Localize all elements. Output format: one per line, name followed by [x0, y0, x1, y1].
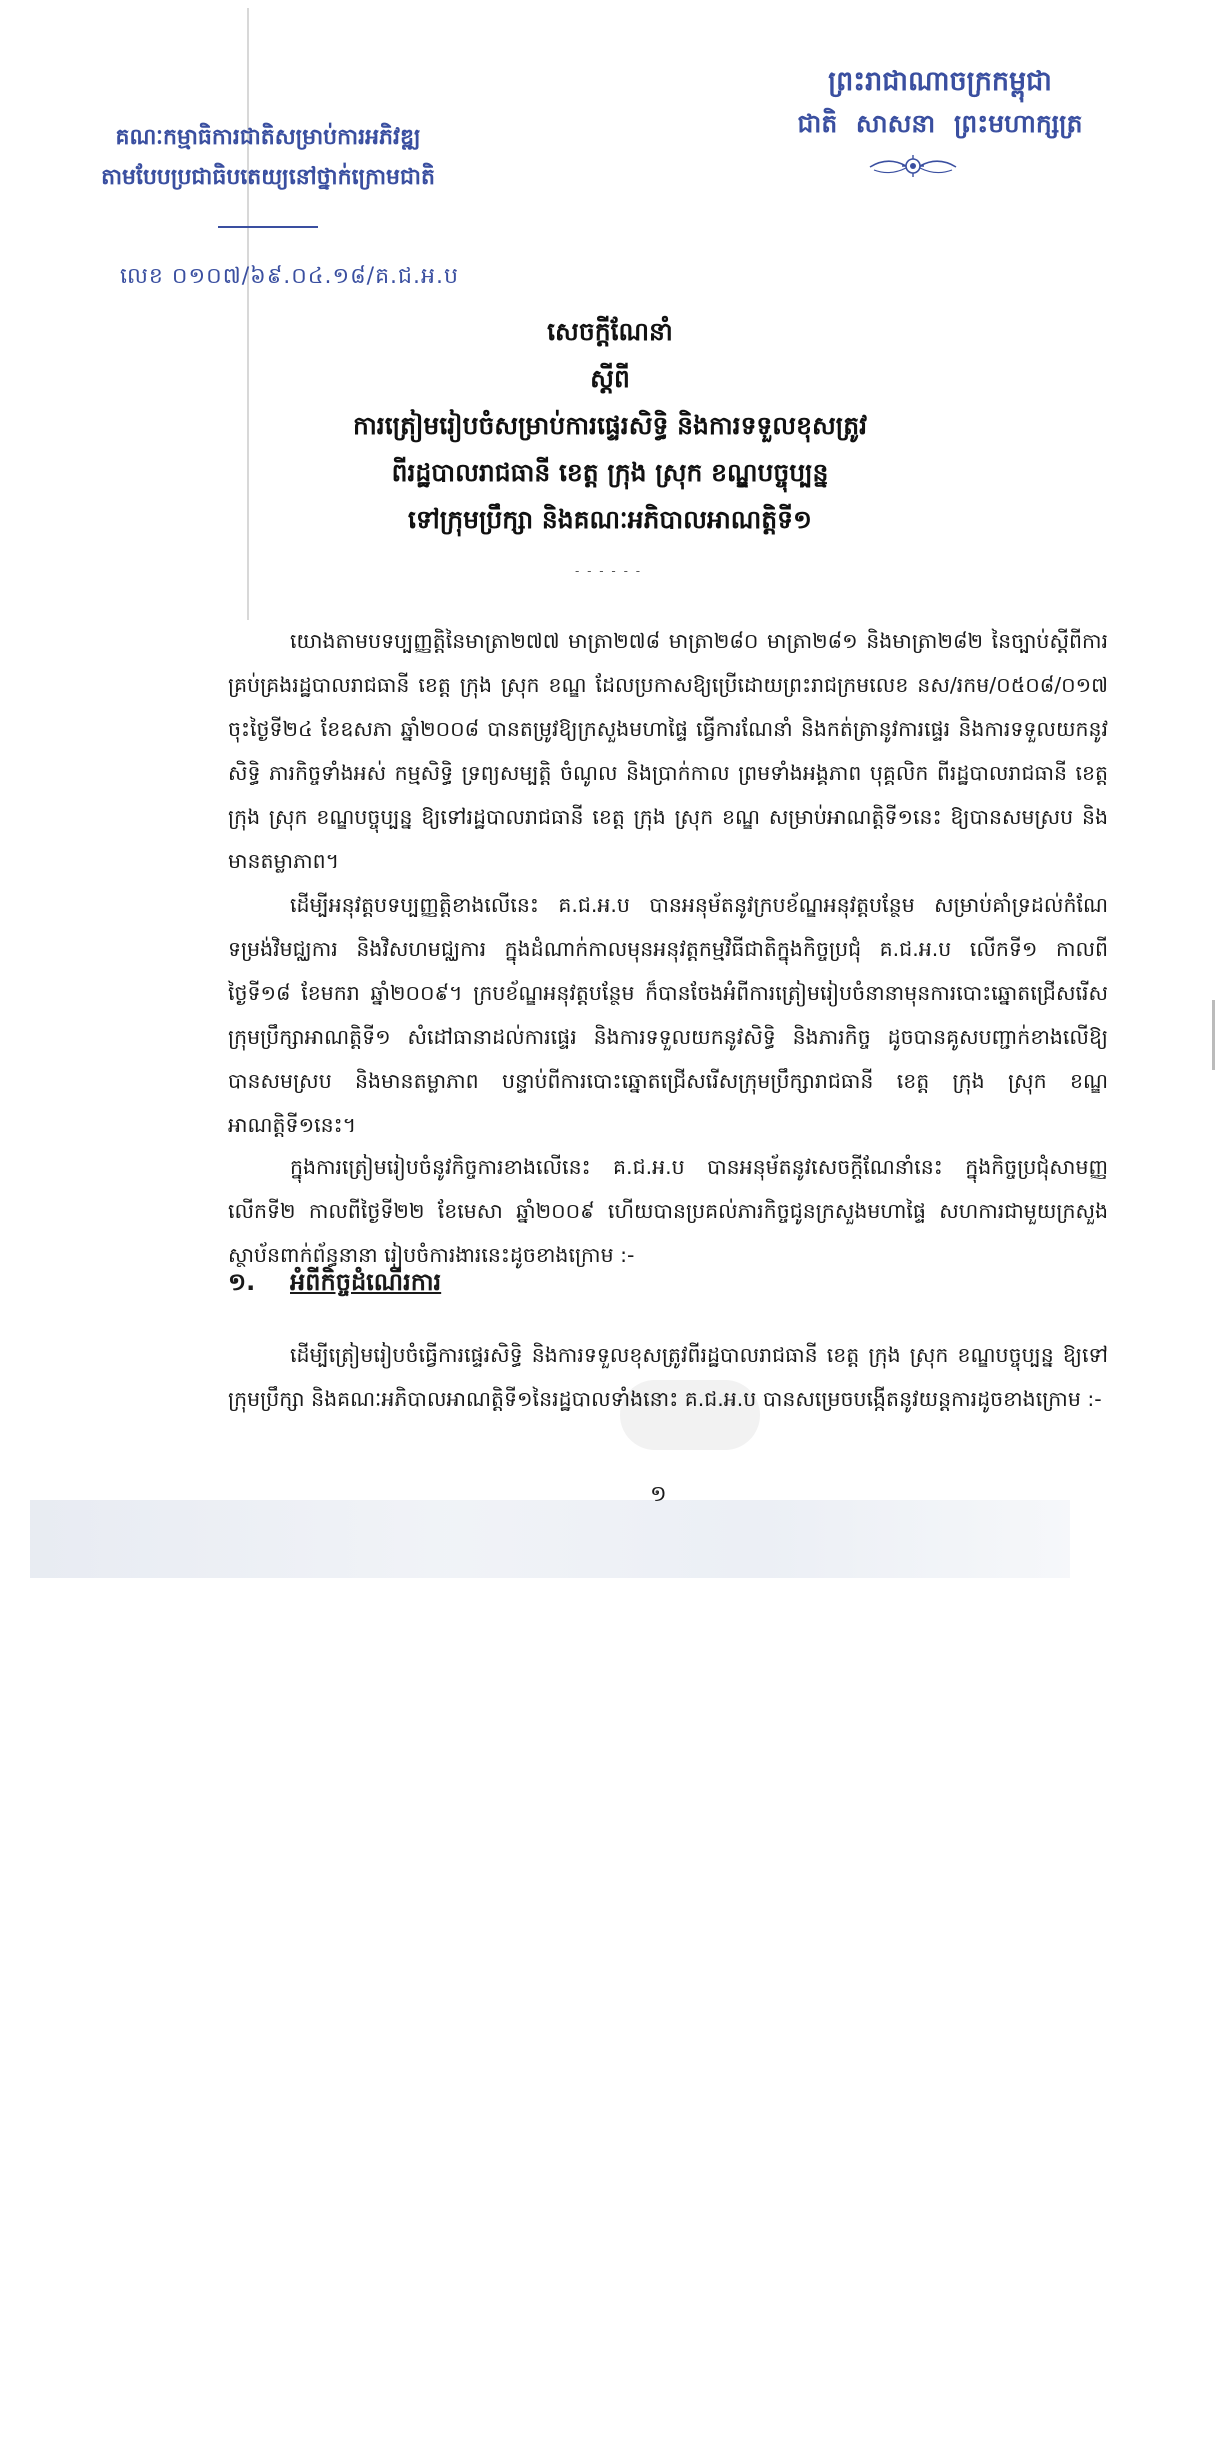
agency-header [88, 118, 448, 198]
agency-name-line2: តាមបែបប្រជាធិបតេយ្យនៅថ្នាក់ក្រោមជាតិ [101, 165, 435, 190]
paragraph-2: ដើម្បីអនុវត្តបទប្បញ្ញត្តិខាងលើនេះ គ.ជ.អ.ប បានអនុម័តនូវក្របខ័ណ្ឌអនុវត្តបន្ថែម សម្រាប់គាំទ្រដល់កំណែទម្រង់វិមជ្ឈការ និងវិសហមជ្ឈការ ក្នុងដំណាក់កាលមុនអនុវត្តកម្មវិធីជាតិក្នុងកិច្ចប្រជុំ គ.ជ.អ.ប លើកទី១ កាលពីថ្ងៃទី១៨ ខែមករា ឆ្នាំ២០០៩។ ក្របខ័ណ្ឌអនុវត្តបន្ថែម ក៏បានចែងអំពីការត្រៀមរៀបចំនានាមុនការបោះឆ្នោតជ្រើសរើសក្រុមប្រឹក្សាអាណត្តិទី១ សំដៅធានាដល់ការផ្ទេរ និងការទទួលយកនូវសិទ្ធិ និងភារកិច្ច ដូចបានគូសបញ្ជាក់ខាងលើឱ្យបានសមស្រប និងមានតម្លាភាព បន្ទាប់ពីការបោះឆ្នោតជ្រើសរើសក្រុមប្រឹក្សារាជធានី ខេត្ត ក្រុង ស្រុក ខណ្ឌ អាណត្តិទី១នេះ។ [228, 892, 1108, 1137]
section-1-heading [228, 1264, 441, 1300]
paragraph-4: ដើម្បីត្រៀមរៀបចំធ្វើការផ្ទេរសិទ្ធិ និងការទទួលខុសត្រូវពីរដ្ឋបាលរាជធានី ខេត្ត ក្រុង ស្រុក ខណ្ឌបច្ចុប្បន្ន ឱ្យទៅក្រុមប្រឹក្សា និងគណៈអភិបាលអាណត្តិទី១នៃរដ្ឋបាលទាំងនោះ គ.ជ.អ.ប បានសម្រេចបង្កើតនូវយន្តការដូចខាងក្រោម :- [228, 1342, 1108, 1411]
kingdom-title: ព្រះរាជាណាចក្រកម្ពុជា [828, 66, 1052, 97]
title-line-4: ពីរដ្ឋបាលរាជធានី ខេត្ត ក្រុង ស្រុក ខណ្ឌបច្ចុប្បន្ន [391, 458, 829, 487]
scan-band-artifact [30, 1500, 1070, 1578]
title-line-2: ស្ដីពី [590, 364, 630, 393]
section-1-title: អំពីកិច្ចដំណើរការ [290, 1268, 442, 1296]
ornament-divider-icon [868, 152, 958, 180]
paragraph-3: ក្នុងការត្រៀមរៀបចំនូវកិច្ចការខាងលើនេះ គ.ជ.អ.ប បានអនុម័តនូវសេចក្ដីណែនាំនេះ ក្នុងកិច្ចប្រជុំសាមញ្ញលើកទី២ កាលពីថ្ងៃទី២២ ខែមេសា ឆ្នាំ២០០៩ ហើយបានប្រគល់ភារកិច្ចជូនក្រសួងមហាផ្ទៃ សហការជាមួយក្រសួងស្ថាប័នពាក់ព័ន្ធនានា រៀបចំការងារនេះដូចខាងក្រោម :- [228, 1154, 1108, 1267]
document-title [260, 308, 960, 543]
title-line-5: ទៅក្រុមប្រឹក្សា និងគណៈអភិបាលអាណត្តិទី១ [408, 505, 812, 534]
national-motto: ជាតិ សាសនា ព្រះមហាក្សត្រ [797, 109, 1083, 138]
title-line-1: សេចក្ដីណែនាំ [547, 317, 673, 346]
kingdom-header [740, 62, 1140, 146]
reference-number: លេខ ០១០៧/៦៩.០៤.១៨/គ.ជ.អ.ប [120, 264, 459, 289]
section-1-number: ១. [228, 1268, 256, 1296]
agency-divider [218, 226, 318, 228]
scan-edge-artifact [247, 8, 249, 620]
title-divider: - - - - - - [575, 564, 643, 578]
page-number: ១ [650, 1482, 667, 1507]
title-line-3: ការត្រៀមរៀបចំសម្រាប់ការផ្ទេរសិទ្ធិ និងការទទួលខុសត្រូវ [352, 411, 868, 440]
agency-name-line1: គណៈកម្មាធិការជាតិសម្រាប់ការអភិវឌ្ឍ [115, 125, 421, 150]
paragraph-1: យោងតាមបទប្បញ្ញត្តិនៃមាត្រា២៧៧ មាត្រា២៧៨ មាត្រា២៨០ មាត្រា២៨១ និងមាត្រា២៨២ នៃច្បាប់ស្ដីពីការគ្រប់គ្រងរដ្ឋបាលរាជធានី ខេត្ត ក្រុង ស្រុក ខណ្ឌ ដែលប្រកាសឱ្យប្រើដោយព្រះរាជក្រមលេខ នស/រកម/០៥០៨/០១៧ ចុះថ្ងៃទី២៤ ខែឧសភា ឆ្នាំ២០០៨ បានតម្រូវឱ្យក្រសួងមហាផ្ទៃ ធ្វើការណែនាំ និងកត់ត្រានូវការផ្ទេរ និងការទទួលយកនូវសិទ្ធិ ភារកិច្ចទាំងអស់ កម្មសិទ្ធិ ទ្រព្យសម្បត្តិ ចំណូល និងប្រាក់កាល ព្រមទាំងអង្គភាព បុគ្គលិក ពីរដ្ឋបាលរាជធានី ខេត្ត ក្រុង ស្រុក ខណ្ឌបច្ចុប្បន្ន ឱ្យទៅរដ្ឋបាលរាជធានី ខេត្ត ក្រុង ស្រុក ខណ្ឌ សម្រាប់អាណត្តិទី១នេះ ឱ្យបានសមស្រប និងមានតម្លាភាព។ [228, 628, 1108, 873]
scan-margin-mark [1212, 1000, 1215, 1070]
